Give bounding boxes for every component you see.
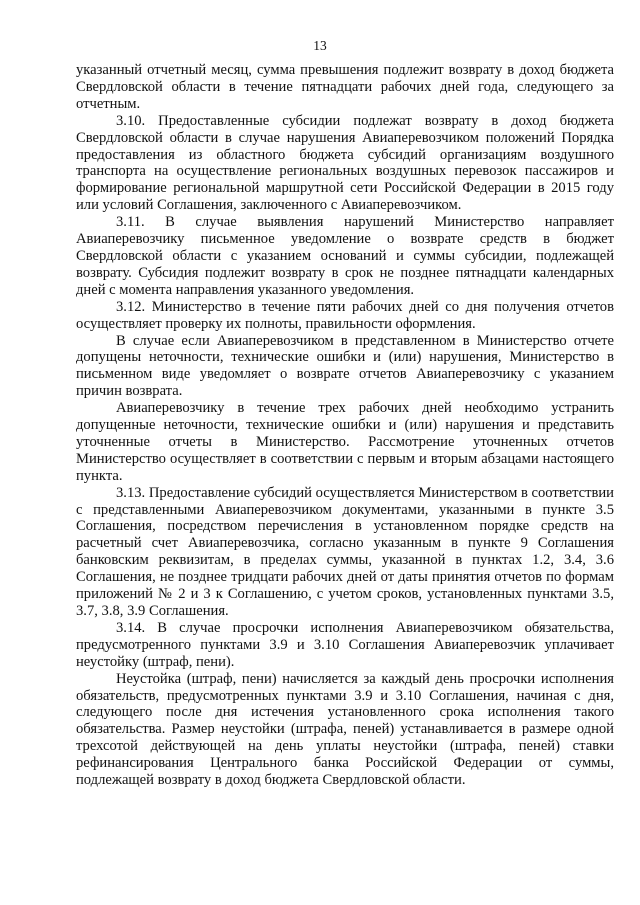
document-body [76,62,614,789]
paragraph-3-12-third: Авиаперевозчику в течение трех рабочих дней необходимо устранить допущенные неточности, технические ошибки и (или) нарушения и представить уточненные отчеты в Министерство. Рассмотрение уточненных отчетов Министерство осуществляет в соответствии с первым и вторым абзацами настоящего пункта. [76,400,614,484]
page-number: 13 [313,38,327,53]
paragraph-3-13: 3.13. Предоставление субсидий осуществляется Министерством в соответствии с представленными Авиаперевозчиком документами, указанными в пункте 3.5 Соглашения, посредством перечисления в установленном порядке средств на расчетный счет Авиаперевозчика, согласно указанным в пункте 9 Соглашения банковским реквизитам, в пределах суммы, указанной в пунктах 1.2, 3.4, 3.6 Соглашения, не позднее тридцати рабочих дней от даты принятия отчетов по формам приложений № 2 и 3 к Соглашению, с учетом сроков, установленных пунктами 3.5, 3.7, 3.8, 3.9 Соглашения. [76,484,614,619]
paragraph-3-11: 3.11. В случае выявления нарушений Министерство направляет Авиаперевозчику письменное уведомление о возврате средств в бюджет Свердловской области с указанием оснований и суммы субсидии, подлежащей возврату. Субсидия подлежит возврату в срок не позднее пятнадцати календарных дней с момента направления указанного уведомления. [76,214,614,298]
paragraph-3-12: 3.12. Министерство в течение пяти рабочих дней со дня получения отчетов осуществляет проверку их полноты, правильности оформления. [76,298,614,332]
paragraph-3-10: 3.10. Предоставленные субсидии подлежат возврату в доход бюджета Свердловской области в случае нарушения Авиаперевозчиком положений Порядка предоставления из областного бюджета субсидий организациям воздушного транспорта на осуществление региональных воздушных перевозок пассажиров и формирование региональной маршрутной сети Российской Федерации в 2015 году или условий Соглашения, заключенного с Авиаперевозчиком. [76,112,614,214]
paragraph-continuation: указанный отчетный месяц, сумма превышения подлежит возврату в доход бюджета Свердловской области в течение пятнадцати рабочих дней года, следующего за отчетным. [76,62,614,112]
paragraph-3-14: 3.14. В случае просрочки исполнения Авиаперевозчиком обязательства, предусмотренного пунктами 3.9 и 3.10 Соглашения Авиаперевозчик уплачивает неустойку (штраф, пени). [76,619,614,670]
paragraph-3-12-second: В случае если Авиаперевозчиком в представленном в Министерство отчете допущены неточности, технические ошибки и (или) нарушения, Министерство в письменном виде уведомляет о возврате отчетов Авиаперевозчику с указанием причин возврата. [76,332,614,400]
paragraph-3-14-second: Неустойка (штраф, пени) начисляется за каждый день просрочки исполнения обязательств, предусмотренных пунктами 3.9 и 3.10 Соглашения, начиная с дня, следующего после дня истечения установленного срока исполнения такого обязательства. Размер неустойки (штрафа, пеней) устанавливается в размере одной трехсотой действующей на день уплаты неустойки (штрафа, пеней) ставки рефинансирования Центрального банка Российской Федерации от суммы, подлежащей возврату в доход бюджета Свердловской области. [76,670,614,789]
